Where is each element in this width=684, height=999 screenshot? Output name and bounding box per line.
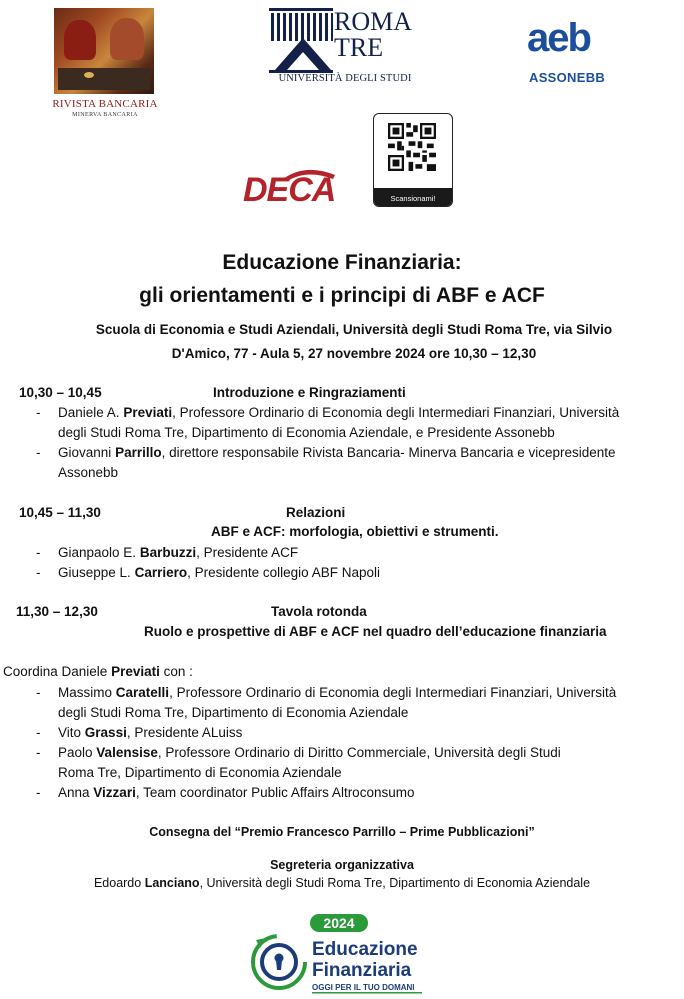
speaker-caratelli: Massimo Caratelli, Professore Ordinario di Economia degli Intermediari Finanziari, Università degli Studi Roma Tre, Dipartimento di Economia Aziendale (58, 685, 617, 720)
secretariat-heading: Segreteria organizzativa (270, 858, 414, 872)
speaker-barbuzzi: Gianpaolo E. Barbuzzi, Presidente ACF (58, 545, 299, 560)
list-bullet: - (36, 565, 41, 580)
footer-tagline: OGGI PER IL TUO DOMANI (312, 983, 415, 992)
list-bullet: - (36, 445, 41, 460)
assonebb-logo-name: ASSONEBB (529, 70, 606, 85)
footer-line2: Finanziaria (312, 960, 412, 981)
list-bullet: - (36, 545, 41, 560)
list-bullet: - (36, 405, 41, 420)
coordinator-line: Coordina Daniele Previati con : (3, 664, 193, 679)
event-title-line2: gli orientamenti e i principi di ABF e ACF (139, 284, 545, 307)
session-2-subheading: ABF e ACF: morfologia, obiettivi e strumenti. (211, 524, 499, 539)
speaker-carriero: Giuseppe L. Carriero, Presidente collegio ABF Napoli (58, 565, 380, 580)
session-3-heading: Tavola rotonda (271, 604, 367, 619)
list-bullet: - (36, 745, 41, 760)
rivista-bancaria-painting (54, 8, 154, 94)
secretariat-line: Edoardo Lanciano, Università degli Studi Roma Tre, Dipartimento di Economia Aziendale (93, 876, 591, 890)
footer-line1: Educazione (312, 939, 418, 960)
list-bullet: - (36, 685, 41, 700)
session-3-subheading: Ruolo e prospettive di ABF e ACF nel quadro dell’educazione finanziaria (144, 624, 607, 639)
rivista-bancaria-subtitle: MINERVA BANCARIA (72, 112, 138, 118)
award-line: Consegna del “Premio Francesco Parrillo – Prime Pubblicazioni” (149, 825, 535, 839)
speaker-vizzari: Anna Vizzari, Team coordinator Public Affairs Altroconsumo (58, 785, 415, 800)
event-venue-line1: Scuola di Economia e Studi Aziendali, Università degli Studi Roma Tre, via Silvio (95, 322, 613, 337)
event-title-line1: Educazione Finanziaria: (222, 251, 462, 274)
session-2-time: 10,45 – 11,30 (19, 505, 101, 520)
qr-scan-label: Scansionami! (390, 194, 436, 203)
session-2-heading: Relazioni (286, 505, 346, 520)
rivista-bancaria-title: RIVISTA BANCARIA (52, 98, 158, 110)
qr-code-icon (388, 123, 436, 171)
assonebb-logo-mark: aeb (527, 16, 590, 60)
roma-tre-wordmark-tre: TRE (334, 33, 384, 62)
event-venue-line2: D'Amico, 77 - Aula 5, 27 novembre 2024 ore 10,30 – 12,30 (171, 346, 537, 361)
footer-year: 2024 (323, 915, 355, 931)
deca-logo-text: DECA (243, 171, 336, 209)
speaker-grassi: Vito Grassi, Presidente ALuiss (58, 725, 243, 740)
clock-lock-icon (253, 936, 305, 988)
session-1-heading: Introduzione e Ringraziamenti (213, 385, 406, 400)
session-1-time: 10,30 – 10,45 (19, 385, 102, 400)
session-3-time: 11,30 – 12,30 (16, 604, 98, 619)
list-bullet: - (36, 785, 41, 800)
educazione-finanziaria-logo (246, 912, 436, 998)
roma-tre-university-label: UNIVERSITÀ DEGLI STUDI (278, 73, 412, 84)
speaker-previati: Daniele A. Previati, Professore Ordinario di Economia degli Intermediari Finanziari, Università degli Studi Roma Tre, Dipartimento di Economia Aziendale, e Presidente Assonebb (58, 405, 620, 440)
list-bullet: - (36, 725, 41, 740)
speaker-valensise: Paolo Valensise, Professore Ordinario di Diritto Commerciale, Università degli Studi Roma Tre, Dipartimento di Economia Aziendale (58, 745, 561, 780)
speaker-parrillo: Giovanni Parrillo, direttore responsabile Rivista Bancaria- Minerva Bancaria e vicepresidente Assonebb (58, 445, 616, 480)
qr-code-card[interactable] (373, 113, 453, 207)
roma-tre-wordmark-roma: ROMA (334, 7, 413, 36)
